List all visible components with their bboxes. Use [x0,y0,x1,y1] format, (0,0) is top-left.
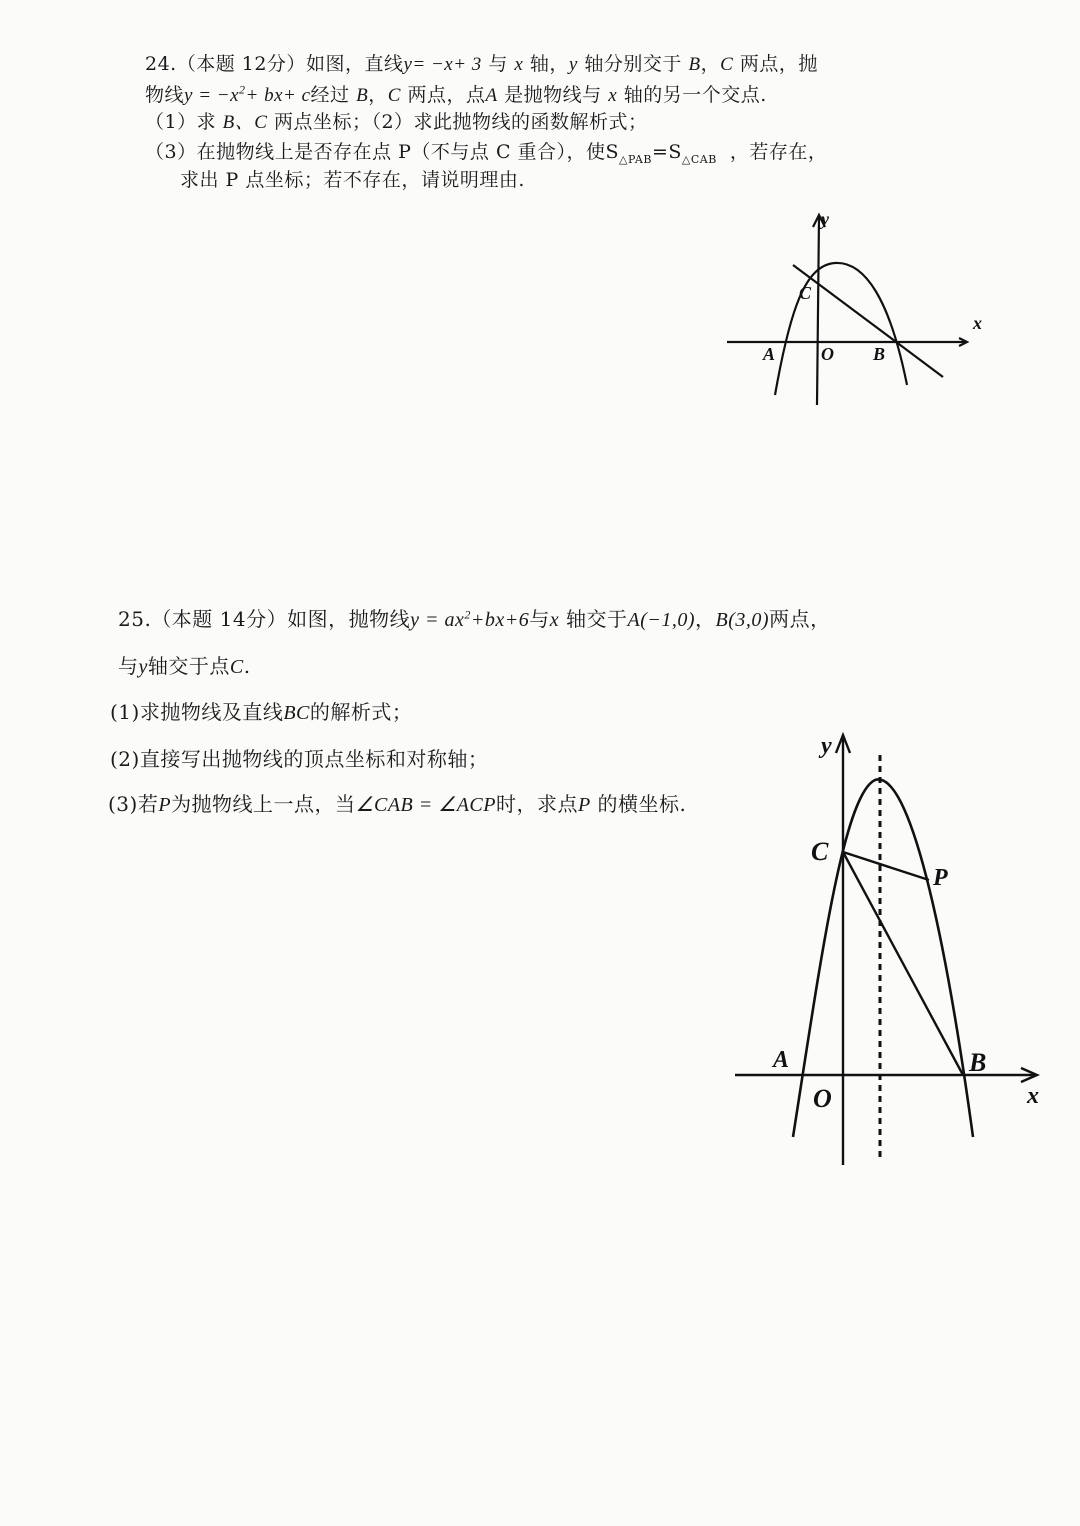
q25-angle-condition: ∠CAB = ∠ACP [355,794,496,816]
q24-point-a: A [485,85,498,106]
q25-label-x: x [1027,1083,1039,1109]
q25-text: 的横坐标. [597,792,687,816]
q24-text: 与 [488,53,508,75]
q25-line-2 [118,654,251,679]
q24-points-bc: B、C [222,112,268,133]
q25-point-b: B(3,0) [715,609,770,631]
q24-subscript-pab: △PAB [619,152,652,166]
q24-point-b: B [688,54,701,75]
q25-label-c: C [811,837,829,866]
q24-parabola [775,263,907,395]
q24-line-2 [145,83,767,108]
q24-text: 轴的另一个交点. [623,84,767,106]
q25-score: （本题 14分） [151,607,288,631]
q24-text: 轴， [529,53,569,75]
q24-line-equation: y= −x+ 3 [403,54,482,75]
q25-text: 与 [118,654,139,678]
q24-point-b: B [356,85,369,106]
q24-subscript-cab: △CAB [681,152,717,166]
q24-part3: （3）在抛物线上是否存在点 P（不与点 C 重合），使S [145,141,620,163]
q24-part1: （1）求 [145,111,217,133]
q24-text: 两点，抛 [739,53,818,75]
q25-text: 的解析式； [309,700,413,724]
q24-figure [715,205,1000,410]
q24-text: 轴分别交于 [584,53,682,75]
q24-y-axis [817,217,819,405]
q25-text: 轴交于点 [147,654,230,678]
q24-label-c: C [799,283,812,303]
q24-label-o: O [821,344,834,364]
q24-eq-part: y = −x [184,85,240,106]
q24-score: （本题 12分） [176,53,306,75]
q24-parabola-equation [184,82,311,106]
q25-text: 为抛物线上一点，当 [171,792,356,816]
q24-text: 物线 [145,84,185,106]
q24-eq-part: + bx+ c [245,85,311,106]
q25-line-1 [118,607,831,632]
q24-label-a: A [763,344,776,364]
q25-label-o: O [813,1084,832,1113]
q24-point-c: C [720,54,734,75]
q25-text: ， [695,607,716,631]
q25-eq-part: +bx+6 [470,609,530,631]
q24-point-c: C [387,85,401,106]
q24-label-b: B [873,344,886,364]
q24-line-1 [145,52,818,77]
q24-line-3 [145,110,648,135]
q25-label-y: y [821,733,832,759]
q25-text: . [243,654,251,678]
q25-number: 25. [118,607,152,631]
q24-equals: =S [651,141,682,163]
q24-text: 如图，直线 [305,53,404,75]
q25-text: (3)若 [108,792,159,816]
q24-part3-tail: ，若存在， [729,141,828,163]
q25-var-y: y [138,656,148,678]
q25-label-p: P [933,865,948,891]
q25-point-c: C [229,656,244,678]
q24-text: 经过 [310,84,350,106]
q25-text: 时，求点 [495,792,578,816]
q25-part-1 [110,700,412,725]
q25-text: 如图，抛物线 [287,607,411,631]
q25-var-x: x [549,609,560,631]
q24-part1-2: 两点坐标；（2）求此抛物线的函数解析式； [273,111,648,133]
q24-label-x: x [973,313,982,333]
q25-text: (1)求抛物线及直线 [110,700,284,724]
q24-line-4 [145,140,827,164]
q24-text: 两点，点 [407,84,486,106]
q25-point-p: P [158,794,172,816]
q25-text: 轴交于 [566,607,628,631]
q25-equation [410,609,529,631]
q25-text: 与 [529,607,550,631]
q24-label-y: y [821,209,829,229]
q25-label-a: A [773,1047,790,1073]
q25-label-b: B [969,1048,987,1077]
q24-line-5 [180,168,525,192]
q25-point-a: A(−1,0) [627,609,696,631]
q25-text: 两点， [769,607,831,631]
q25-part-2 [110,747,488,771]
q25-part-3 [108,792,686,817]
q24-var-x: x [608,85,618,106]
q24-text: ， [700,53,721,75]
q24-number: 24. [145,53,177,75]
q24-text: 是抛物线与 [504,84,602,106]
q24-var-x: x [514,54,524,75]
q25-eq-exponent: 2 [464,607,471,622]
q24-part3-end: 求出 P 点坐标；若不存在，请说明理由. [180,169,525,191]
q25-point-p: P [577,794,591,816]
q24-eq-exponent: 2 [239,82,246,97]
q24-text: ， [368,84,388,106]
q25-line-bc-label: BC [283,702,310,724]
q25-eq-part: y = ax [410,609,465,631]
q25-text: (2)直接写出抛物线的顶点坐标和对称轴； [110,747,489,771]
q24-var-y: y [568,54,578,75]
q25-figure [725,725,1055,1175]
